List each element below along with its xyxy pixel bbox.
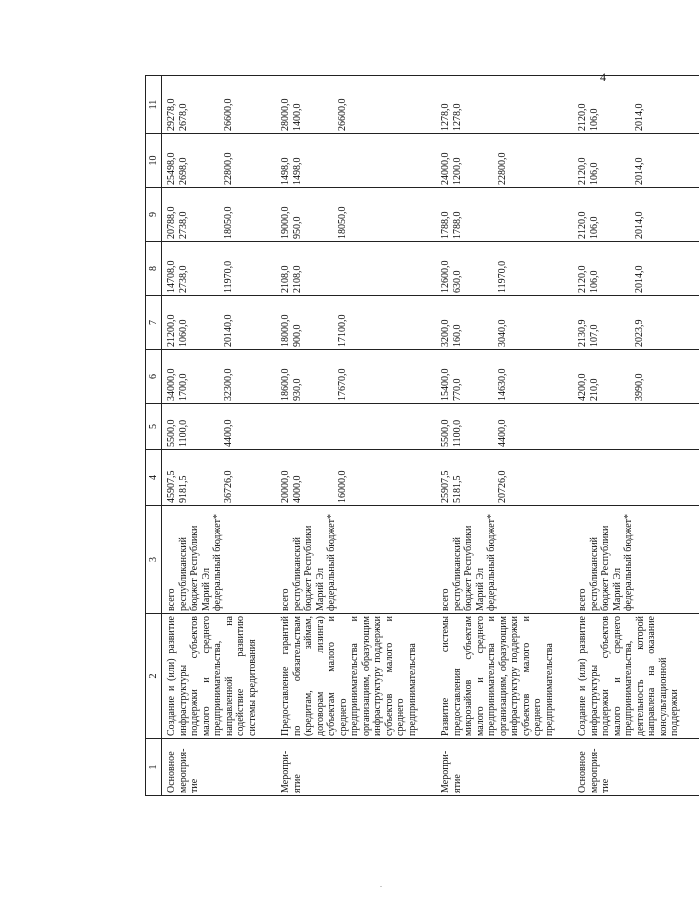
value-line: 2120,0 — [577, 157, 588, 185]
value-line: 4200,0 — [577, 373, 588, 401]
value-cell — [276, 242, 436, 296]
value-line: 107,0 — [588, 324, 600, 347]
value-line: 2738,0 — [177, 265, 189, 293]
value-line: 28000,0 — [280, 98, 291, 131]
value-line: 106,0 — [588, 108, 600, 131]
value-line: 4400,0 — [497, 419, 508, 447]
column-header: 5 — [146, 404, 162, 450]
activity-type-cell — [276, 739, 436, 796]
value-cell — [162, 350, 277, 404]
value-line: 14630,0 — [497, 368, 508, 401]
sources-cell — [162, 506, 277, 614]
activity-type-line: ятие — [291, 774, 303, 793]
value-line: 14708,0 — [166, 260, 177, 293]
activity-type-line: Основное — [577, 751, 588, 793]
value-line: 4000,0 — [291, 475, 303, 503]
value-line: 25498,0 — [166, 152, 177, 185]
value-line: 5500,0 — [166, 419, 177, 447]
value-line: 18050,0 — [223, 206, 234, 239]
value-cell — [436, 350, 573, 404]
source-line: всего — [166, 588, 177, 611]
value-line: 45907,5 — [166, 470, 177, 503]
source-line: республиканский бюджет Республики Марий Эл — [588, 525, 623, 611]
value-line: 4400,0 — [223, 419, 234, 447]
value-line: 29278,0 — [166, 98, 177, 131]
description-cell: Создание и (или) развитие инфраструктуры поддержки субъектов малого и среднего предпринимательства, направленной на содействие развитию системы кредитования — [162, 614, 277, 739]
value-line: 5500,0 — [440, 419, 451, 447]
activity-type-cell — [573, 739, 699, 796]
activity-type-cell — [162, 739, 277, 796]
value-line: 18000,0 — [280, 314, 291, 347]
source-line: всего — [440, 588, 451, 611]
value-line: 11970,0 — [497, 260, 508, 293]
description-cell: Создание и (или) развитие инфраструктуры поддержки субъектов малого и среднего предпринимательства, деятельность которой направлена на оказание консультационной поддержки — [573, 614, 699, 739]
value-line: 1700,0 — [177, 373, 189, 401]
activity-type-line: мероприя- — [177, 748, 189, 793]
value-line: 2678,0 — [177, 103, 189, 131]
sources-cell — [436, 506, 573, 614]
value-line: 2120,0 — [577, 103, 588, 131]
value-cell — [276, 76, 436, 134]
value-line: 20726,0 — [497, 470, 508, 503]
value-line: 22800,0 — [497, 152, 508, 185]
description-cell: Развитие системы предоставления микрозаймов субъектам малого и среднего предпринимательства и организациям, образующим инфраструктуру поддержки субъектов малого и среднего предпринимательства — [436, 614, 573, 739]
value-line: 3040,0 — [497, 319, 508, 347]
value-line: 2014,0 — [634, 103, 645, 131]
value-line: 1278,0 — [440, 103, 451, 131]
value-cell — [276, 404, 436, 450]
value-line: 20140,0 — [223, 314, 234, 347]
source-line: республиканский бюджет Республики Марий Эл — [291, 525, 326, 611]
value-line: 2130,9 — [577, 319, 588, 347]
value-cell — [276, 134, 436, 188]
value-cell — [276, 296, 436, 350]
value-line: 12600,0 — [440, 260, 451, 293]
value-line: 950,0 — [291, 216, 303, 239]
value-line: 2108,0 — [291, 265, 303, 293]
table-row — [573, 76, 699, 796]
column-header: 4 — [146, 450, 162, 506]
value-line: 630,0 — [451, 270, 463, 293]
value-line: 106,0 — [588, 162, 600, 185]
column-header: 11 — [146, 76, 162, 134]
value-line: 2120,0 — [577, 211, 588, 239]
scan-mark: . — [380, 880, 382, 889]
source-line: федеральный бюджет* — [486, 513, 497, 611]
value-line: 1788,0 — [451, 211, 463, 239]
value-line: 2108,0 — [280, 265, 291, 293]
column-header: 9 — [146, 188, 162, 242]
value-cell — [162, 242, 277, 296]
value-line: 2014,0 — [634, 265, 645, 293]
source-line: республиканский бюджет Республики Марий Эл — [177, 525, 212, 611]
activity-type-line: Основное — [166, 751, 177, 793]
value-cell — [436, 134, 573, 188]
value-line: 19000,0 — [280, 206, 291, 239]
value-line: 32300,0 — [223, 368, 234, 401]
value-cell — [436, 242, 573, 296]
value-line: 18050,0 — [337, 206, 348, 239]
page-number: 4 — [600, 70, 606, 84]
value-cell — [573, 188, 699, 242]
value-line: 36726,0 — [223, 470, 234, 503]
value-line: 17670,0 — [337, 368, 348, 401]
value-line: 3200,0 — [440, 319, 451, 347]
column-header: 6 — [146, 350, 162, 404]
value-cell — [162, 450, 277, 506]
value-line: 20000,0 — [280, 470, 291, 503]
source-line: федеральный бюджет* — [212, 513, 223, 611]
value-cell — [436, 404, 573, 450]
value-cell — [573, 296, 699, 350]
activity-type-line: мероприя- — [588, 748, 600, 793]
value-cell — [276, 188, 436, 242]
value-cell — [162, 188, 277, 242]
value-line: 11970,0 — [223, 260, 234, 293]
value-cell — [276, 450, 436, 506]
value-line: 1788,0 — [440, 211, 451, 239]
header-row — [146, 76, 162, 796]
value-line: 2023,9 — [634, 319, 645, 347]
value-cell — [162, 404, 277, 450]
value-cell — [573, 450, 699, 506]
value-line: 25907,5 — [440, 470, 451, 503]
value-line: 1498,0 — [291, 157, 303, 185]
value-line: 1200,0 — [451, 157, 463, 185]
value-line: 1100,0 — [177, 419, 189, 447]
activity-type-line: Меропри- — [440, 750, 451, 793]
column-header: 3 — [146, 506, 162, 614]
value-line: 3990,0 — [634, 373, 645, 401]
source-line: всего — [280, 588, 291, 611]
value-cell — [436, 296, 573, 350]
activity-type-line: тие — [189, 778, 200, 793]
value-line: 26600,0 — [223, 98, 234, 131]
value-line: 22800,0 — [223, 152, 234, 185]
value-cell — [573, 134, 699, 188]
value-line: 24000,0 — [440, 152, 451, 185]
column-header: 10 — [146, 134, 162, 188]
value-cell — [162, 134, 277, 188]
value-line: 106,0 — [588, 270, 600, 293]
activity-type-line: тие — [600, 778, 611, 793]
value-cell — [436, 76, 573, 134]
value-line: 900,0 — [291, 324, 303, 347]
value-line: 21200,0 — [166, 314, 177, 347]
value-line: 9181,5 — [177, 475, 189, 503]
column-header: 2 — [146, 614, 162, 739]
value-line: 2738,0 — [177, 211, 189, 239]
value-line: 1400,0 — [291, 103, 303, 131]
source-line: федеральный бюджет* — [326, 513, 337, 611]
value-line: 17100,0 — [337, 314, 348, 347]
value-line: 930,0 — [291, 378, 303, 401]
column-header: 1 — [146, 739, 162, 796]
value-line: 2120,0 — [577, 265, 588, 293]
value-line: 2698,0 — [177, 157, 189, 185]
source-line: всего — [577, 588, 588, 611]
value-cell — [573, 242, 699, 296]
value-line: 1498,0 — [280, 157, 291, 185]
rotated-table-container — [145, 76, 680, 796]
value-line: 18600,0 — [280, 368, 291, 401]
value-line: 160,0 — [451, 324, 463, 347]
value-line: 106,0 — [588, 216, 600, 239]
value-line: 20788,0 — [166, 206, 177, 239]
column-header: 8 — [146, 242, 162, 296]
value-cell — [573, 350, 699, 404]
value-line: 26600,0 — [337, 98, 348, 131]
source-line: республиканский бюджет Республики Марий Эл — [451, 525, 486, 611]
value-line: 770,0 — [451, 378, 463, 401]
value-line: 1278,0 — [451, 103, 463, 131]
table-row — [436, 76, 573, 796]
value-line: 34000,0 — [166, 368, 177, 401]
sources-cell — [573, 506, 699, 614]
budget-table — [145, 75, 699, 796]
value-cell — [436, 450, 573, 506]
value-line: 16000,0 — [337, 470, 348, 503]
value-cell — [162, 296, 277, 350]
column-header: 7 — [146, 296, 162, 350]
description-cell: Предоставление гарантий по обязательствам (кредитам, займам, договорам лизинга) субъектам малого и среднего предпринимательства и организациям, образующим инфраструктуру поддержки субъектов малого и среднего предпринимательства — [276, 614, 436, 739]
value-line: 15400,0 — [440, 368, 451, 401]
value-line: 1060,0 — [177, 319, 189, 347]
value-cell — [162, 76, 277, 134]
value-line: 1100,0 — [451, 419, 463, 447]
value-line: 2014,0 — [634, 211, 645, 239]
source-line: федеральный бюджет* — [623, 513, 634, 611]
activity-type-cell — [436, 739, 573, 796]
value-line: 5181,5 — [451, 475, 463, 503]
value-cell — [573, 404, 699, 450]
sources-cell — [276, 506, 436, 614]
activity-type-line: ятие — [451, 774, 463, 793]
table-row — [276, 76, 436, 796]
activity-type-line: Меропри- — [280, 750, 291, 793]
value-line: 2014,0 — [634, 157, 645, 185]
table-row — [162, 76, 277, 796]
value-cell — [573, 76, 699, 134]
value-line: 210,0 — [588, 378, 600, 401]
value-cell — [276, 350, 436, 404]
value-cell — [436, 188, 573, 242]
